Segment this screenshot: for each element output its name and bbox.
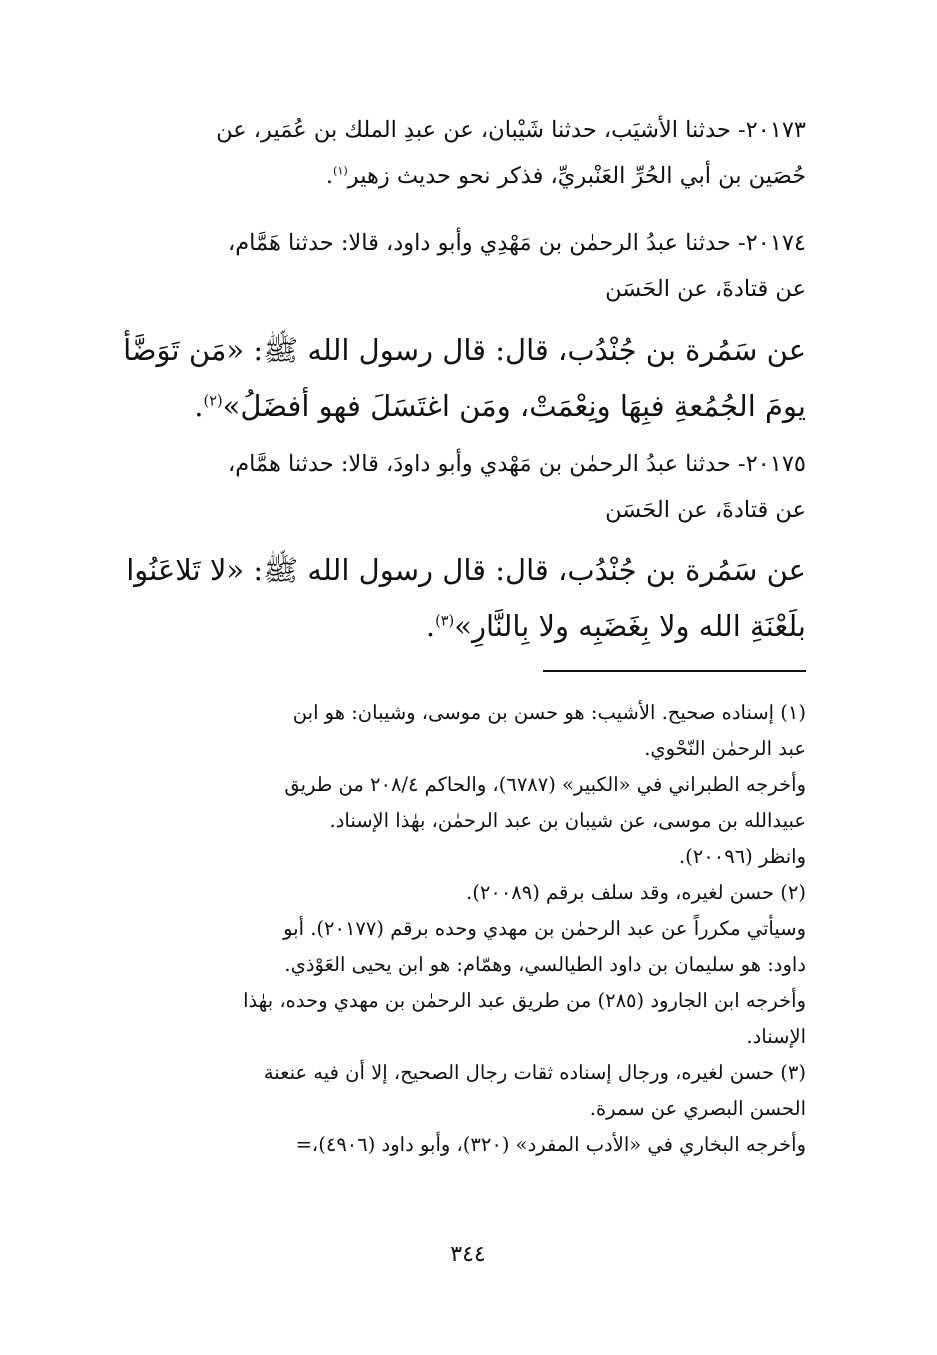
footnote-line: الإسناد.	[746, 1025, 806, 1048]
footnote-line: عبيدالله بن موسى، عن شيبان بن عبد الرحمٰن، بهٰذا الإسناد.	[329, 809, 806, 832]
hadith-number: ٢٠١٧٣-	[737, 117, 806, 143]
text-line: عن قتادةَ، عن الحَسَن	[605, 276, 806, 302]
footnote-line: (٣) حسن لغيره، ورجال إسناده ثقات رجال الصحيح، إلا أن فيه عنعنة	[263, 1061, 806, 1084]
text-line: عن سَمُرة بن جُنْدُب، قال: قال رسول الله ﷺ: «لا تَلاعَنُوا	[126, 553, 806, 587]
text-line: حُصَين بن أبي الحُرِّ العَنْبريِّ، فذكر نحو حديث زهير$^{(١)}$.	[325, 163, 806, 189]
text-line: ٢٠١٧٥- حدثنا عبدُ الرحمٰن بن مَهْدي وأبو داودَ، قالا: حدثنا همَّام،	[227, 451, 806, 477]
footnote-line: وأخرجه الطبراني في «الكبير» (٦٧٨٧)، والحاكم ٢٠٨/٤ من طريق	[284, 773, 806, 796]
footnote-line: (١) إسناده صحيح. الأشيب: هو حسن بن موسى، وشيبان: هو ابن	[292, 701, 806, 724]
footnote-line: وأخرجه ابن الجارود (٢٨٥) من طريق عبد الرحمٰن بن مهدي وحده، بهٰذا	[243, 989, 806, 1012]
footnotes	[100, 695, 806, 1163]
text-line: بلَعْنَةِ الله ولا بِغَضَبِه ولا بِالنَّارِ»$^{(٣)}$.	[425, 609, 806, 643]
hadith-20174-isnad	[100, 220, 806, 312]
text-line: عن قتادةَ، عن الحَسَن	[605, 497, 806, 523]
footnote-line: وانظر (٢٠٠٩٦).	[678, 845, 806, 868]
footnote-line: وسيأتي مكرراً عن عبد الرحمٰن بن مهدي وحده برقم (٢٠١٧٧). أبو	[283, 917, 806, 940]
footnote-line: عبد الرحمٰن النّحْوي.	[644, 737, 806, 760]
hadith-20174-matn	[100, 322, 806, 434]
footnote-marker: (٣)	[435, 613, 455, 630]
hadith-number: ٢٠١٧٤-	[737, 230, 806, 256]
text-line: ٢٠١٧٤- حدثنا عبدُ الرحمٰن بن مَهْدِي وأبو داود، قالا: حدثنا هَمَّام،	[227, 230, 806, 256]
hadith-20175-isnad	[100, 441, 806, 533]
text-line: يومَ الجُمُعةِ فبِهَا ونِعْمَتْ، ومَن اغتَسَلَ فهو أفضَلُ»$^{(٢)}$.	[194, 389, 806, 423]
text-line: ٢٠١٧٣- حدثنا الأشيَب، حدثنا شَيْبان، عن عبدِ الملك بن عُمَير، عن	[216, 117, 806, 143]
hadith-number: ٢٠١٧٥-	[737, 451, 806, 477]
text-line: عن سَمُرة بن جُنْدُب، قال: قال رسول الله ﷺ: «مَن تَوَضَّأ	[123, 333, 806, 367]
page-number: ٣٤٤	[450, 1242, 486, 1267]
footnote-separator	[543, 670, 806, 672]
footnote-line: (٢) حسن لغيره، وقد سلف برقم (٢٠٠٨٩).	[466, 881, 806, 904]
footnote-marker: (١)	[332, 164, 348, 178]
hadith-20173-isnad	[100, 107, 806, 199]
footnote-line: الحسن البصري عن سمرة.	[589, 1097, 806, 1120]
footnote-line: داود: هو سليمان بن داود الطيالسي، وهمّام: هو ابن يحيى العَوْذي.	[284, 953, 806, 976]
footnote-line: وأخرجه البخاري في «الأدب المفرد» (٣٢٠)، وأبو داود (٤٩٠٦)،=	[295, 1133, 806, 1156]
hadith-20175-matn	[100, 542, 806, 654]
footnote-marker: (٢)	[203, 393, 223, 410]
